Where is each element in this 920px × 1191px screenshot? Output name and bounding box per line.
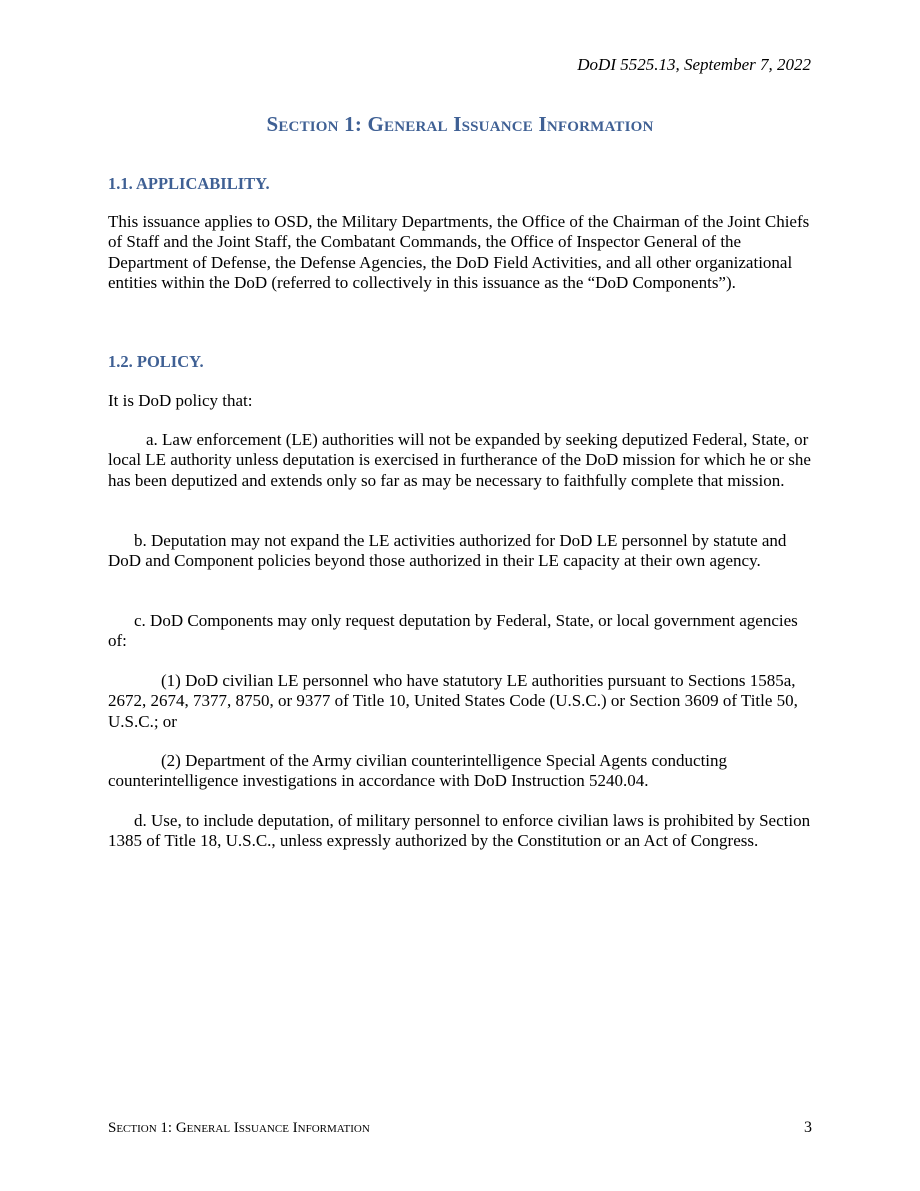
policy-item-c: c. DoD Components may only request deputation by Federal, State, or local government agencies of: (108, 611, 798, 651)
applicability-heading: 1.1. APPLICABILITY. (108, 174, 270, 193)
policy-item-d: d. Use, to include deputation, of military personnel to enforce civilian laws is prohibited by Section 1385 of Title 18, U.S.C., unless expressly authorized by the Constitution or an Act of Congress. (108, 811, 811, 851)
policy-heading: 1.2. POLICY. (108, 352, 204, 371)
footer-section-label: Section 1: General Issuance Information (108, 1120, 370, 1136)
policy-item-b: b. Deputation may not expand the LE activities authorized for DoD LE personnel by statute and DoD and Component policies beyond those authorized in their LE capacity at their own agency. (108, 531, 787, 571)
section-title: Section 1: General Issuance Information (266, 112, 654, 136)
applicability-paragraph: This issuance applies to OSD, the Military Departments, the Office of the Chairman of the Joint Chiefs of Staff and the Joint Staff, the Combatant Commands, the Office of Inspector General of the Department of Defense, the Defense Agencies, the DoD Field Activities, and all other organizational entities within the DoD (referred to collectively in this issuance as the “DoD Components”). (108, 212, 810, 292)
policy-intro: It is DoD policy that: (108, 391, 253, 410)
document-reference: DoDI 5525.13, September 7, 2022 (577, 55, 811, 74)
policy-item-c1: (1) DoD civilian LE personnel who have statutory LE authorities pursuant to Sections 1585a, 2672, 2674, 7377, 8750, or 9377 of Title 10, United States Code (U.S.C.) or Section 3609 of Title 50, U.S.C.; or (108, 671, 798, 731)
page-number: 3 (804, 1119, 812, 1136)
policy-item-a: a. Law enforcement (LE) authorities will not be expanded by seeking deputized Federal, State, or local LE authority unless deputation is exercised in furtherance of the DoD mission for which he or she has been deputized and extends only so far as may be necessary to faithfully complete that mission. (108, 430, 811, 490)
policy-item-c2: (2) Department of the Army civilian counterintelligence Special Agents conducting counterintelligence investigations in accordance with DoD Instruction 5240.04. (108, 751, 728, 791)
